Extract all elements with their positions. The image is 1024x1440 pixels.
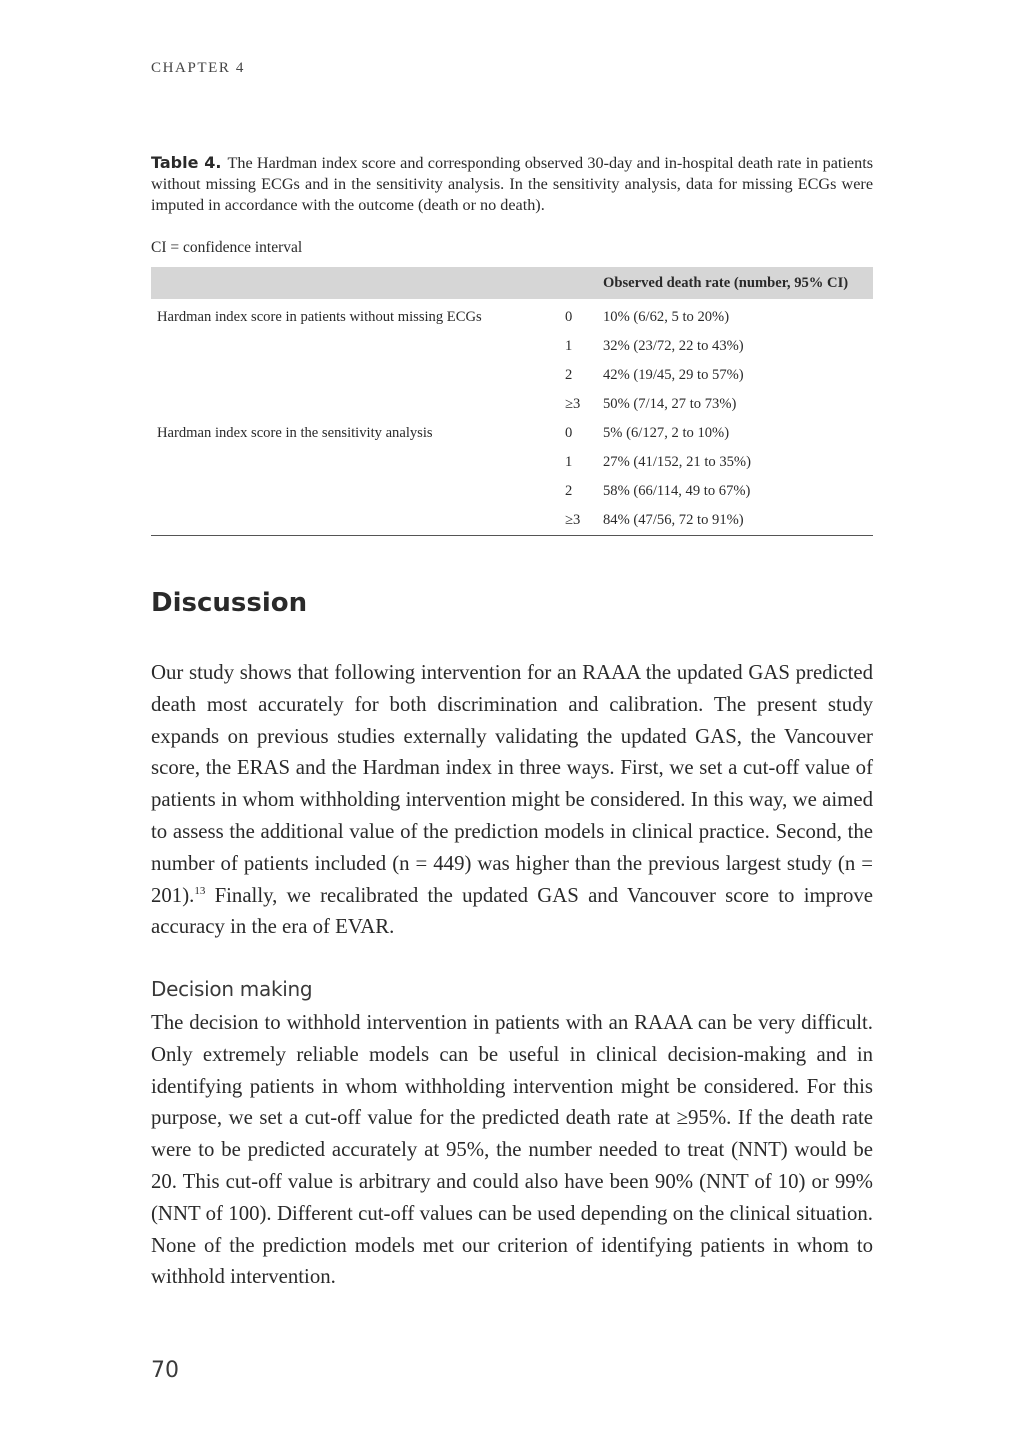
caption-note: CI = confidence interval (151, 239, 303, 256)
section-heading-discussion: Discussion (151, 588, 308, 618)
page-number: 70 (151, 1358, 179, 1383)
header-cell (559, 267, 599, 299)
row-label: Hardman index score in patients without missing ECGs (157, 309, 482, 325)
row-rate: 84% (47/56, 72 to 91%) (599, 506, 873, 536)
row-score: 2 (565, 483, 573, 499)
row-score: 1 (565, 338, 573, 354)
table-row (151, 332, 873, 361)
table-row (151, 361, 873, 390)
table-label: Table 4. (151, 153, 222, 172)
row-score: 2 (565, 367, 573, 383)
reference-superscript: 13 (194, 884, 206, 897)
table-row (151, 448, 873, 477)
row-label (151, 506, 559, 536)
row-label (151, 361, 559, 390)
table-row (151, 506, 873, 536)
row-score: ≥3 (565, 396, 581, 412)
table-row (151, 299, 873, 332)
row-label (151, 390, 559, 419)
table-header-row (151, 267, 873, 299)
row-label (151, 477, 559, 506)
discussion-paragraph-1 (151, 657, 873, 943)
table-row (151, 419, 873, 448)
paragraph-text-continued: Finally, we recalibrated the updated GAS and Vancouver score to improve accuracy in the era of EVAR. (151, 883, 873, 939)
row-score: 1 (565, 454, 573, 470)
running-head: CHAPTER 4 (151, 60, 245, 76)
row-label (151, 332, 559, 361)
row-rate: 10% (6/62, 5 to 20%) (603, 309, 730, 325)
subheading-decision-making: Decision making (151, 977, 313, 1001)
results-table (151, 267, 873, 536)
row-rate: 27% (41/152, 21 to 35%) (603, 454, 751, 470)
row-rate: 5% (6/127, 2 to 10%) (603, 425, 730, 441)
caption-text: The Hardman index score and corresponding observed 30-day and in-hospital death rate in patients without missing ECGs and in the sensitivity analysis. In the sensitivity analysis, data for missing ECGs were imputed in accordance with the outcome (death or no death). (151, 154, 873, 214)
table-caption (151, 152, 873, 216)
row-label: Hardman index score in the sensitivity analysis (157, 425, 433, 441)
header-cell-death-rate: Observed death rate (number, 95% CI) (599, 267, 873, 299)
table-row (151, 390, 873, 419)
row-score: 0 (565, 425, 573, 441)
row-rate: 42% (19/45, 29 to 57%) (603, 367, 744, 383)
header-cell (151, 267, 559, 299)
paragraph-text: Our study shows that following intervention for an RAAA the updated GAS predicted death most accurately for both discrimination and calibration. The present study expands on previous studies externally validating the updated GAS, the Vancouver score, the ERAS and the Hardman index in three ways. First, we set a cut-off value of patients in whom withholding intervention might be considered. In this way, we aimed to assess the additional value of the prediction models in clinical practice. Second, the number of patients included (n = 449) was higher than the previous largest study (n = 201). (151, 661, 873, 907)
row-rate: 32% (23/72, 22 to 43%) (603, 338, 744, 354)
discussion-paragraph-2: The decision to withhold intervention in patients with an RAAA can be very difficult. Only extremely reliable models can be useful in clinical decision-making and in identifying patients in whom withholding intervention might be considered. For this purpose, we set a cut-off value for the predicted death rate at ≥95%. If the death rate were to be predicted accurately at 95%, the number needed to treat (NNT) would be 20. This cut-off value is arbitrary and could also have been 90% (NNT of 10) or 99% (NNT of 100). Different cut-off values can be used depending on the clinical situation. None of the prediction models met our criterion of identifying patients in whom to withhold intervention. (151, 1011, 873, 1289)
row-rate: 58% (66/114, 49 to 67%) (603, 483, 751, 499)
table-row (151, 477, 873, 506)
row-score: 0 (565, 309, 573, 325)
row-label (151, 448, 559, 477)
row-score: ≥3 (559, 506, 599, 536)
row-rate: 50% (7/14, 27 to 73%) (603, 396, 737, 412)
